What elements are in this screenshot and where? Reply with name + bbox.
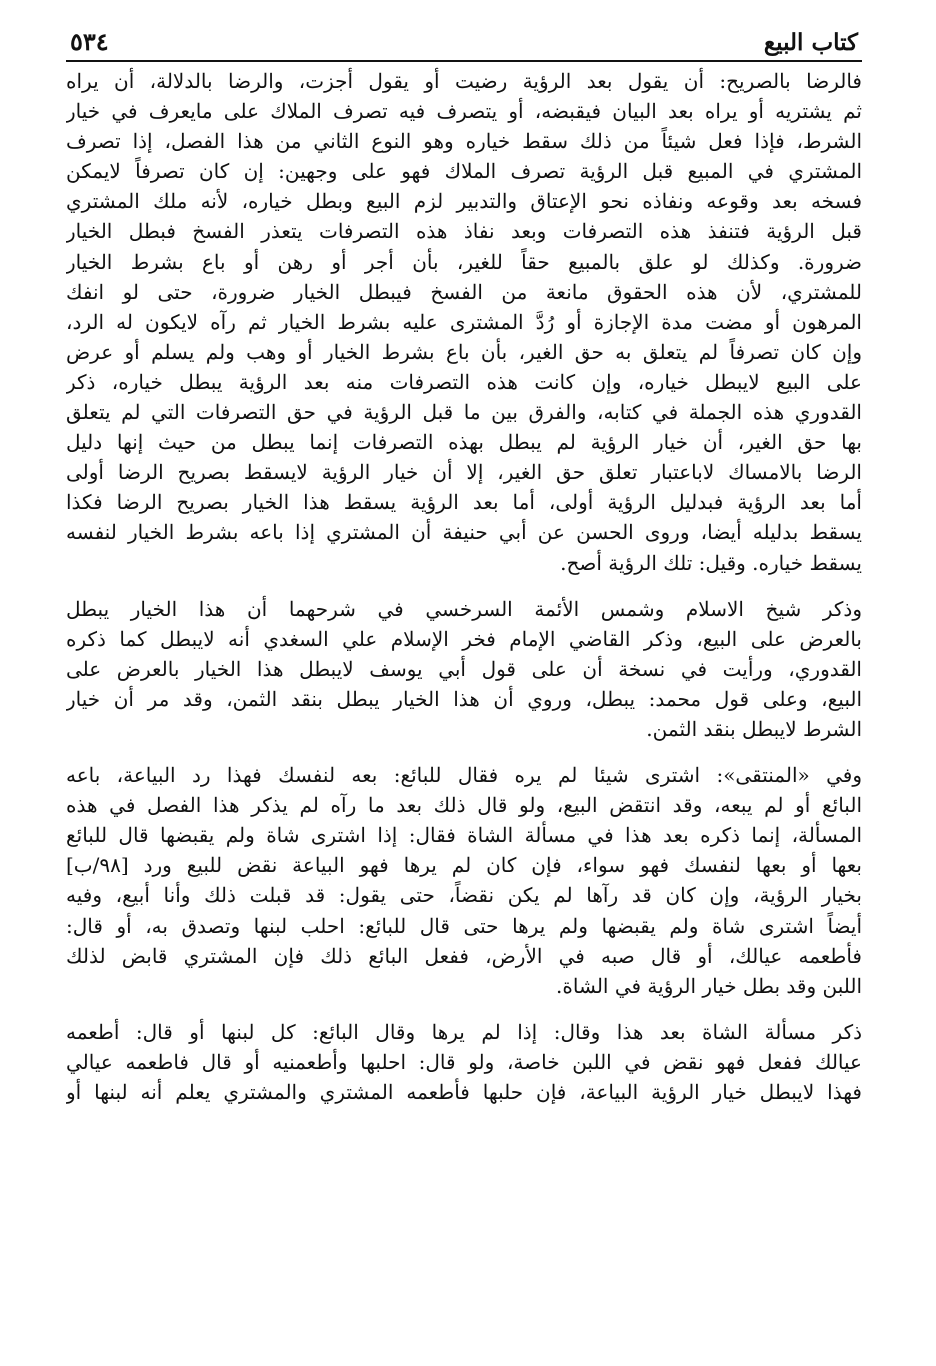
text-line: القدوري، ورأيت في نسخة أن على قول أبي يوسف لايبطل هذا الخيار بالعرض على: [66, 656, 862, 681]
text-line: وإن كان تصرفاً لم يتعلق به حق الغير، بأن باع بشرط الخيار أو وهب ولم يسلم أو عرض: [66, 339, 862, 364]
text-line: بالعرض على البيع، وذكر القاضي الإمام فخر الإسلام علي السغدي أنه لايبطل كما ذكره: [66, 626, 862, 651]
text-line: فسخه بعد وقوعه ونفاذه نحو الإعتاق والتدبير لزم البيع وبطل خياره، لأنه ملك المشتري: [66, 189, 862, 214]
paragraph-4: [66, 1017, 862, 1107]
text-line: ضرورة. وكذلك لو علق بالمبيع حقاً للغير، بأن أجر أو رهن أو باع بشرط الخيار: [66, 249, 862, 274]
text-line: ثم يشتريه أو يراه بعد البيان فيقبضه، أو يتصرف فيه تصرف الملاك على مايعرف في خيار: [66, 99, 862, 124]
text-line: المسألة، إنما ذكره بعد هذا في مسألة الشاة فقال: إذا اشترى شاة ولم يقبضها قال للبائع: [66, 823, 862, 848]
text-line: فهذا لايبطل خيار الرؤية البياعة، فإن حلبها فأطعمه المشتري والمشتري يعلم أنه لبنها أو: [66, 1080, 862, 1104]
page-header: [66, 18, 862, 62]
paragraph-1: [66, 66, 862, 578]
paragraph-3: [66, 760, 862, 1001]
page-number: ٥٣٤: [70, 27, 109, 56]
text-line: اللبن وقد بطل خيار الرؤية في الشاة.: [556, 973, 862, 998]
text-line: فالرضا بالصريح: أن يقول بعد الرؤية رضيت أو يقول أجزت، والرضا بالدلالة، أن يراه: [66, 69, 862, 93]
text-line: عيالك ففعل فهو نقض في اللبن خاصة، ولو قال: احلبها وأطعمنيه أو قال فاطعمه عيالي: [66, 1049, 862, 1074]
text-line: بخيار الرؤية، وإن كان قد رآها لم يكن نقضاً، حتى يقول: قد قبلت ذلك وأنا أبيع، وفيه: [66, 883, 862, 908]
text-line: وذكر شيخ الاسلام وشمس الأئمة السرخسي في شرحهما أن هذا الخيار يبطل: [66, 596, 862, 621]
text-line: أما بعد الرؤية فبدليل الرؤية أولى، أما بعد الرؤية يسقط هذا الخيار بصريح الرضا فكذا: [66, 490, 862, 515]
text-line: الشرط لايبطل بنقد الثمن.: [646, 716, 862, 741]
text-line: ذكر مسألة الشاة بعد هذا وقال: إذا لم يرها وقال البائع: كل لبنها أو قال: أطعمه: [66, 1019, 862, 1044]
text-line: بعها أو بعها لنفسك فهو سواء، فإن كان لم يرها فهو البياعة نقض للبيع ورد [٩٨/ب]: [66, 853, 862, 878]
running-title: كتاب البيع: [763, 29, 858, 56]
page-body: [66, 66, 862, 1107]
text-line: المرهون أو مضت مدة الإجازة أو رُدَّ المشترى عليه بشرط الخيار ثم رآه لايكون له الرد،: [66, 309, 862, 334]
text-line: للمشتري، لأن هذه الحقوق مانعة من الفسخ فيبطل الخيار ضرورة، حتى لو انفك: [66, 279, 862, 304]
text-line: يسقط خياره. وقيل: تلك الرؤية أصح.: [560, 550, 862, 575]
text-line: قبل الرؤية فتنفذ هذه التصرفات وبعد نفاذ هذه التصرفات يتعذر الفسخ فبطل الخيار: [66, 219, 862, 244]
text-line: القدوري هذه الجملة في كتابه، والفرق بين ما قبل الرؤية في حق التصرفات التي لم يتعلق: [66, 400, 862, 425]
text-line: وفي «المنتقى»: اشترى شيئا لم يره فقال للبائع: بعه لنفسك فهذا رد البياعة، باعه: [66, 763, 862, 788]
text-line: البيع، وعلى قول محمد: يبطل، وروي أن هذا الخيار يبطل بنقد الثمن، وقد مر أن خيار: [66, 686, 862, 711]
text-line: الرضا بالامساك لاباعتبار تعلق حق الغير، إلا أن خيار الرؤية لايسقط بصريح الرضا أولى: [66, 460, 862, 485]
text-line: فأطعمه عيالك، أو قال صبه في الأرض، ففعل البائع ذلك فإن المشتري قابض لذلك: [66, 943, 862, 968]
text-line: المشتري في المبيع قبل الرؤية تصرف الملاك فهو على وجهين: إن كان تصرفاً لايمكن: [66, 159, 862, 184]
text-line: بها حق الغير، أن خيار الرؤية لم يبطل بهذه التصرفات إنما يبطل من حيث إنها دليل: [66, 430, 862, 455]
text-line: البائع أو لم يبعه، وقد انتقض البيع، ولو قال ذلك بعد ما رآه لم يذكر هذا الفصل في هذه: [66, 793, 862, 818]
paragraph-2: [66, 594, 862, 744]
text-line: الشرط، فإذا فعل شيئاً من ذلك سقط خياره وهو النوع الثاني من هذا الفصل، إذا تصرف: [66, 129, 862, 154]
text-line: يسقط بدليله أيضا، وروى الحسن عن أبي حنيفة أن المشتري إذا باعه بشرط الخيار لنفسه: [66, 520, 862, 545]
text-line: أيضاً اشترى شاة ولم يقبضها ولم يرها حتى قال للبائع: احلب لبنها وتصدق به، أو قال:: [66, 913, 862, 938]
book-page: [66, 18, 862, 1358]
text-line: على البيع لايبطل خياره، وإن كانت هذه التصرفات منه بعد الرؤية يبطل خياره، ذكر: [66, 369, 862, 394]
